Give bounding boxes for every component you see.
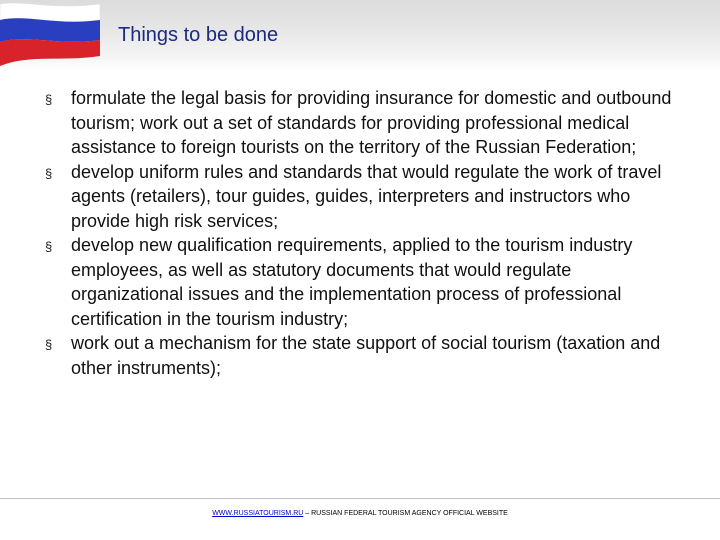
footer-divider <box>0 498 720 499</box>
list-item <box>45 233 675 331</box>
footer <box>0 510 720 517</box>
russian-flag-icon <box>0 0 100 72</box>
bullet-list <box>45 86 675 380</box>
bullet-text: work out a mechanism for the state support of social tourism (taxation and other instruments); <box>71 333 661 378</box>
page-title: Things to be done <box>118 24 279 46</box>
website-link[interactable]: WWW.RUSSIATOURISM.RU <box>212 510 304 517</box>
bullet-icon: § <box>45 337 53 352</box>
bullet-text: develop uniform rules and standards that would regulate the work of travel agents (retailers), tour guides, guides, interpreters and instructors who provide high risk services; <box>71 161 662 231</box>
footer-text: – RUSSIAN FEDERAL TOURISM AGENCY OFFICIAL WEBSITE <box>303 510 508 517</box>
list-item <box>45 331 675 380</box>
bullet-text: develop new qualification requirements, applied to the tourism industry employees, as well as statutory documents that would regulate organizational issues and the implementation process of professional certification in the tourism industry; <box>71 235 633 329</box>
bullet-icon: § <box>45 165 53 181</box>
list-item <box>45 86 675 160</box>
bullet-text: formulate the legal basis for providing insurance for domestic and outbound tourism; work out a set of standards for providing professional medical assistance to foreign tourists on the territory of the Russian Federation; <box>71 88 672 157</box>
list-item <box>45 160 675 234</box>
bullet-icon: § <box>45 92 53 107</box>
bullet-icon: § <box>45 239 53 254</box>
slide-header <box>0 0 720 70</box>
